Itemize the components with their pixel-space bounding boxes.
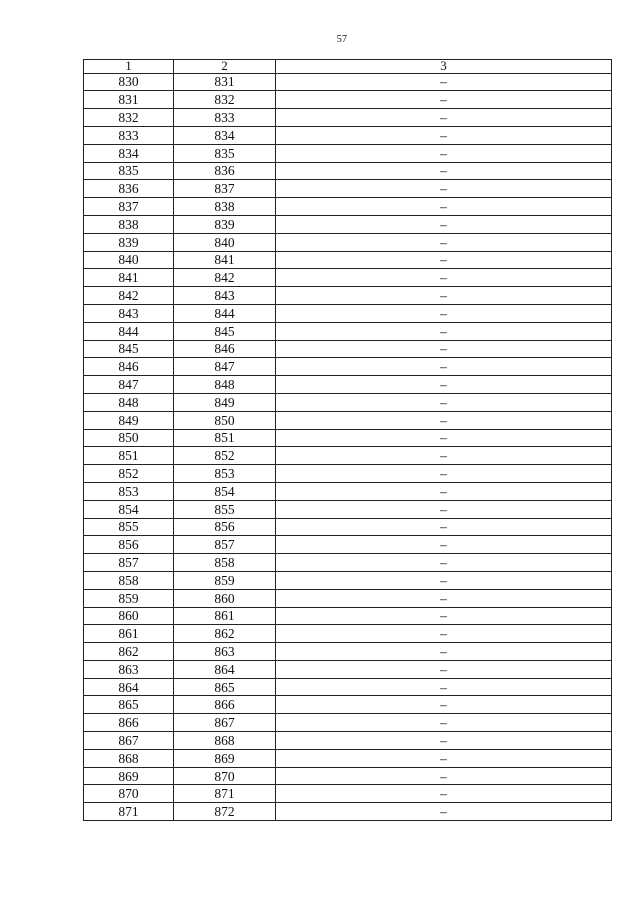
table-row — [84, 322, 612, 340]
table-row — [84, 785, 612, 803]
table-cell-col-3: – — [276, 643, 612, 661]
table-cell-col-2: 831 — [174, 73, 276, 91]
table-header — [84, 60, 612, 74]
table-row — [84, 198, 612, 216]
table-cell-col-3: – — [276, 554, 612, 572]
table-row — [84, 767, 612, 785]
page-number: 57 — [336, 34, 348, 45]
table-cell-col-2: 839 — [174, 215, 276, 233]
table-cell-col-1: 857 — [84, 554, 174, 572]
table-row — [84, 429, 612, 447]
table-cell-col-3: – — [276, 144, 612, 162]
table-cell-col-1: 859 — [84, 589, 174, 607]
table-cell-col-3: – — [276, 233, 612, 251]
table-cell-col-2: 858 — [174, 554, 276, 572]
table-cell-col-3: – — [276, 536, 612, 554]
table-body — [84, 73, 612, 820]
table-cell-col-2: 832 — [174, 91, 276, 109]
table-cell-col-3: – — [276, 589, 612, 607]
table-cell-col-1: 869 — [84, 767, 174, 785]
table-cell-col-2: 853 — [174, 465, 276, 483]
table-cell-col-3: – — [276, 340, 612, 358]
table-cell-col-3: – — [276, 304, 612, 322]
table-cell-col-3: – — [276, 571, 612, 589]
table-cell-col-1: 832 — [84, 109, 174, 127]
table-row — [84, 625, 612, 643]
table-cell-col-1: 844 — [84, 322, 174, 340]
table-cell-col-2: 856 — [174, 518, 276, 536]
table-cell-col-3: – — [276, 714, 612, 732]
table-cell-col-3: – — [276, 162, 612, 180]
table-cell-col-2: 862 — [174, 625, 276, 643]
table-cell-col-2: 851 — [174, 429, 276, 447]
table-cell-col-2: 863 — [174, 643, 276, 661]
table-cell-col-1: 850 — [84, 429, 174, 447]
table-cell-col-1: 846 — [84, 358, 174, 376]
table-row — [84, 536, 612, 554]
table-cell-col-1: 865 — [84, 696, 174, 714]
table-cell-col-2: 869 — [174, 749, 276, 767]
table-row — [84, 73, 612, 91]
table-cell-col-1: 835 — [84, 162, 174, 180]
table-row — [84, 500, 612, 518]
table-header-row — [84, 60, 612, 74]
table-row — [84, 109, 612, 127]
table-cell-col-1: 862 — [84, 643, 174, 661]
table-cell-col-3: – — [276, 500, 612, 518]
table-cell-col-3: – — [276, 198, 612, 216]
table-cell-col-2: 835 — [174, 144, 276, 162]
table-row — [84, 376, 612, 394]
table-cell-col-2: 861 — [174, 607, 276, 625]
table-row — [84, 696, 612, 714]
table-cell-col-2: 836 — [174, 162, 276, 180]
table-cell-col-2: 857 — [174, 536, 276, 554]
table-cell-col-3: – — [276, 732, 612, 750]
table-cell-col-3: – — [276, 269, 612, 287]
table-cell-col-1: 856 — [84, 536, 174, 554]
table-row — [84, 571, 612, 589]
table-cell-col-1: 834 — [84, 144, 174, 162]
table-cell-col-1: 866 — [84, 714, 174, 732]
column-header-1: 1 — [84, 60, 174, 74]
table-cell-col-2: 840 — [174, 233, 276, 251]
column-header-3: 3 — [276, 60, 612, 74]
table-cell-col-1: 838 — [84, 215, 174, 233]
table-cell-col-1: 839 — [84, 233, 174, 251]
table-cell-col-2: 860 — [174, 589, 276, 607]
table-cell-col-2: 850 — [174, 411, 276, 429]
table-cell-col-3: – — [276, 126, 612, 144]
table-cell-col-1: 837 — [84, 198, 174, 216]
table-cell-col-3: – — [276, 465, 612, 483]
table-cell-col-3: – — [276, 785, 612, 803]
table-row — [84, 180, 612, 198]
table-cell-col-1: 852 — [84, 465, 174, 483]
table-row — [84, 749, 612, 767]
table-cell-col-1: 868 — [84, 749, 174, 767]
table-row — [84, 233, 612, 251]
table-row — [84, 162, 612, 180]
table-cell-col-3: – — [276, 215, 612, 233]
table-cell-col-2: 864 — [174, 660, 276, 678]
table-cell-col-2: 844 — [174, 304, 276, 322]
table-row — [84, 678, 612, 696]
table-row — [84, 607, 612, 625]
table-cell-col-1: 851 — [84, 447, 174, 465]
table-cell-col-1: 871 — [84, 803, 174, 821]
table-cell-col-3: – — [276, 767, 612, 785]
table-cell-col-1: 860 — [84, 607, 174, 625]
table-cell-col-2: 859 — [174, 571, 276, 589]
table-row — [84, 340, 612, 358]
table-row — [84, 447, 612, 465]
table-cell-col-3: – — [276, 803, 612, 821]
table-cell-col-2: 870 — [174, 767, 276, 785]
table-cell-col-2: 848 — [174, 376, 276, 394]
table-cell-col-1: 870 — [84, 785, 174, 803]
table-cell-col-1: 855 — [84, 518, 174, 536]
table-cell-col-1: 840 — [84, 251, 174, 269]
table-cell-col-2: 847 — [174, 358, 276, 376]
table-cell-col-2: 833 — [174, 109, 276, 127]
table-cell-col-3: – — [276, 109, 612, 127]
table-cell-col-3: – — [276, 749, 612, 767]
table-cell-col-2: 867 — [174, 714, 276, 732]
table-cell-col-3: – — [276, 73, 612, 91]
table-cell-col-1: 842 — [84, 287, 174, 305]
table-cell-col-2: 872 — [174, 803, 276, 821]
table-cell-col-2: 846 — [174, 340, 276, 358]
table-cell-col-3: – — [276, 393, 612, 411]
table-cell-col-1: 854 — [84, 500, 174, 518]
table-row — [84, 144, 612, 162]
table-cell-col-3: – — [276, 447, 612, 465]
table-cell-col-3: – — [276, 180, 612, 198]
table-cell-col-3: – — [276, 678, 612, 696]
table-row — [84, 304, 612, 322]
table-cell-col-2: 837 — [174, 180, 276, 198]
table-row — [84, 251, 612, 269]
table-cell-col-3: – — [276, 91, 612, 109]
table-cell-col-3: – — [276, 660, 612, 678]
table-row — [84, 803, 612, 821]
table-cell-col-1: 845 — [84, 340, 174, 358]
table-row — [84, 393, 612, 411]
table-row — [84, 714, 612, 732]
table-cell-col-2: 842 — [174, 269, 276, 287]
table-row — [84, 269, 612, 287]
table-cell-col-2: 834 — [174, 126, 276, 144]
table-row — [84, 287, 612, 305]
table-row — [84, 215, 612, 233]
table-cell-col-1: 863 — [84, 660, 174, 678]
table-cell-col-2: 868 — [174, 732, 276, 750]
table-row — [84, 411, 612, 429]
table-cell-col-1: 848 — [84, 393, 174, 411]
table-row — [84, 482, 612, 500]
table-cell-col-3: – — [276, 607, 612, 625]
table-cell-col-1: 843 — [84, 304, 174, 322]
table-cell-col-2: 852 — [174, 447, 276, 465]
table-cell-col-1: 836 — [84, 180, 174, 198]
table-cell-col-1: 830 — [84, 73, 174, 91]
table-cell-col-2: 838 — [174, 198, 276, 216]
table-cell-col-2: 855 — [174, 500, 276, 518]
table-cell-col-3: – — [276, 625, 612, 643]
table-cell-col-2: 871 — [174, 785, 276, 803]
table-cell-col-1: 831 — [84, 91, 174, 109]
table-row — [84, 660, 612, 678]
table-row — [84, 643, 612, 661]
table-cell-col-3: – — [276, 358, 612, 376]
table-row — [84, 91, 612, 109]
table-row — [84, 732, 612, 750]
table-cell-col-1: 861 — [84, 625, 174, 643]
table-cell-col-1: 864 — [84, 678, 174, 696]
table-cell-col-1: 858 — [84, 571, 174, 589]
table-row — [84, 554, 612, 572]
table-row — [84, 518, 612, 536]
table-cell-col-3: – — [276, 287, 612, 305]
table-cell-col-3: – — [276, 251, 612, 269]
table-cell-col-2: 849 — [174, 393, 276, 411]
table-cell-col-2: 866 — [174, 696, 276, 714]
table-cell-col-1: 853 — [84, 482, 174, 500]
table-cell-col-3: – — [276, 696, 612, 714]
table-cell-col-3: – — [276, 482, 612, 500]
table-cell-col-1: 841 — [84, 269, 174, 287]
table-cell-col-2: 841 — [174, 251, 276, 269]
table-cell-col-3: – — [276, 429, 612, 447]
table-cell-col-2: 854 — [174, 482, 276, 500]
table-cell-col-2: 865 — [174, 678, 276, 696]
table-row — [84, 126, 612, 144]
table-cell-col-1: 849 — [84, 411, 174, 429]
table-cell-col-3: – — [276, 411, 612, 429]
table-cell-col-2: 843 — [174, 287, 276, 305]
table-row — [84, 358, 612, 376]
table-cell-col-1: 833 — [84, 126, 174, 144]
table-cell-col-3: – — [276, 322, 612, 340]
table-cell-col-2: 845 — [174, 322, 276, 340]
table-row — [84, 589, 612, 607]
column-header-2: 2 — [174, 60, 276, 74]
table-row — [84, 465, 612, 483]
table-cell-col-3: – — [276, 518, 612, 536]
table-cell-col-3: – — [276, 376, 612, 394]
table-cell-col-1: 847 — [84, 376, 174, 394]
table-cell-col-1: 867 — [84, 732, 174, 750]
data-table — [83, 59, 612, 821]
